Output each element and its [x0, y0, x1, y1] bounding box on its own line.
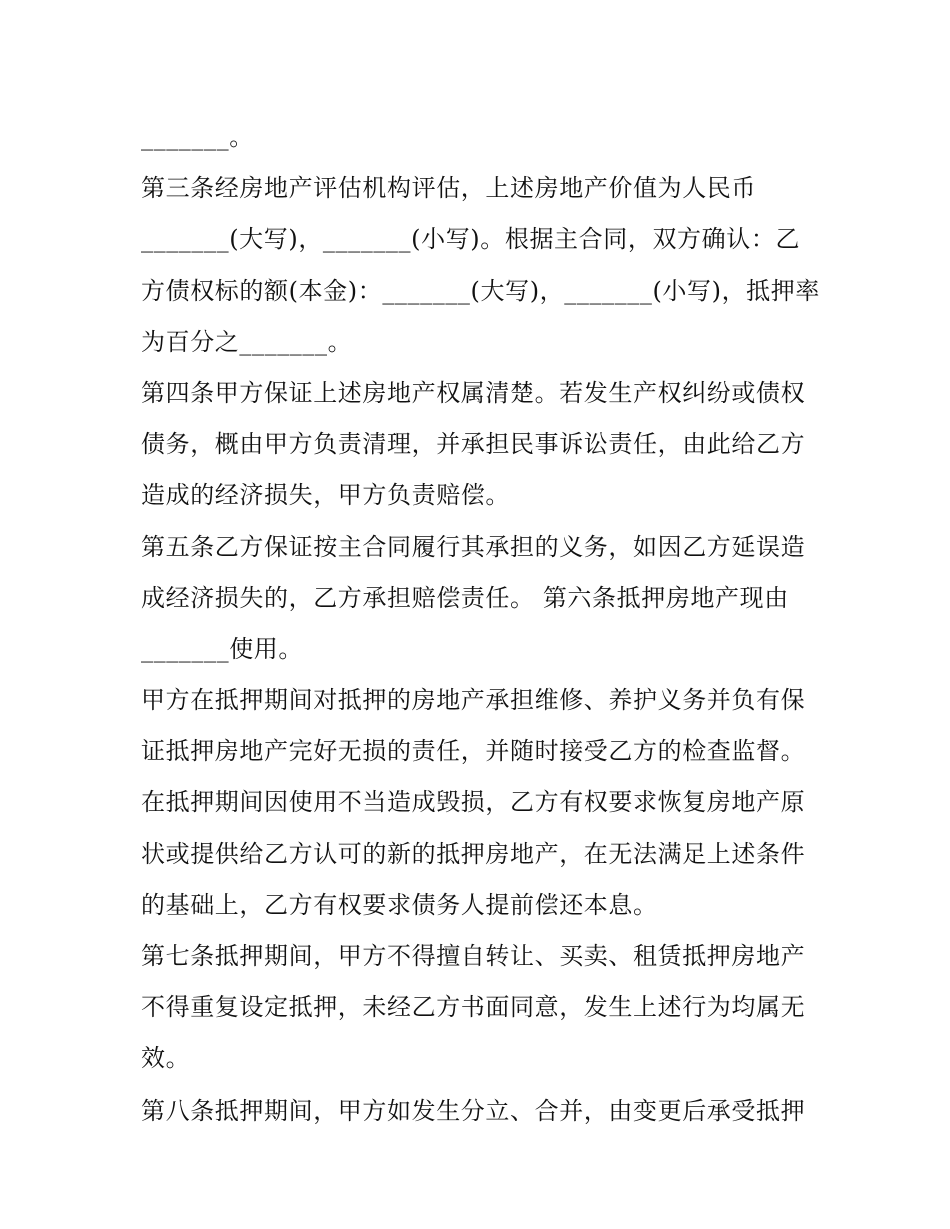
text-line: 状或提供给乙方认可的新的抵押房地产，在无法满足上述条件 [141, 839, 806, 868]
text-line: 甲方在抵押期间对抵押的房地产承担维修、养护义务并负有保 [141, 686, 806, 715]
text-line: _______。 [141, 123, 254, 151]
text-line: 效。 [141, 1044, 191, 1073]
text-line: 债务，概由甲方负责清理，并承担民事诉讼责任，由此给乙方 [141, 430, 806, 459]
text-line: 第八条抵押期间，甲方如发生分立、合并，由变更后承受抵押 [141, 1096, 806, 1125]
text-line: 第三条经房地产评估机构评估，上述房地产价值为人民币 [141, 174, 756, 203]
text-line: _______(大写)，_______(小写)。根据主合同，双方确认：乙 [141, 225, 801, 254]
text-line: _______使用。 [141, 634, 303, 663]
text-line: 第五条乙方保证按主合同履行其承担的义务，如因乙方延误造 [141, 532, 806, 561]
text-line: 不得重复设定抵押，未经乙方书面同意，发生上述行为均属无 [141, 993, 806, 1022]
text-line: 为百分之_______。 [141, 327, 353, 356]
text-line: 在抵押期间因使用不当造成毁损，乙方有权要求恢复房地产原 [141, 788, 806, 817]
text-line: 证抵押房地产完好无损的责任，并随时接受乙方的检查监督。 [141, 737, 806, 766]
text-line: 方债权标的额(本金)：_______(大写)，_______(小写)，抵押率 [141, 276, 820, 305]
text-line: 成经济损失的，乙方承担赔偿责任。 第六条抵押房地产现由 [141, 583, 789, 612]
document-body [141, 112, 821, 1137]
text-line: 的基础上，乙方有权要求债务人提前偿还本息。 [141, 890, 658, 919]
text-line: 造成的经济损失，甲方负责赔偿。 [141, 481, 510, 510]
text-line: 第四条甲方保证上述房地产权属清楚。若发生产权纠纷或债权 [141, 378, 806, 407]
text-line: 第七条抵押期间，甲方不得擅自转让、买卖、租赁抵押房地产 [141, 942, 806, 970]
